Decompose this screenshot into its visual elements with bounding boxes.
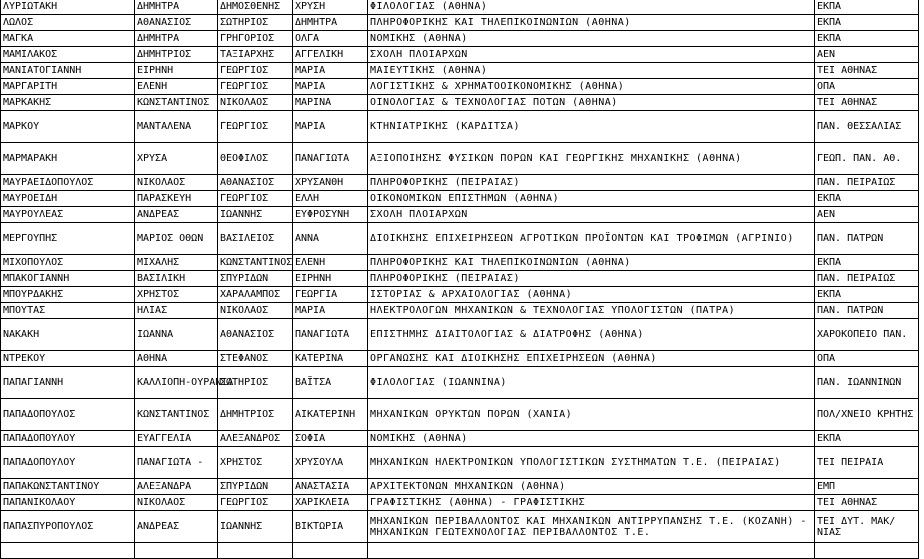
father-name-cell: ΣΠΥΡΙΔΩΝ xyxy=(218,271,293,287)
first-name-cell: ΠΑΡΑΣΚΕΥΗ xyxy=(135,191,218,207)
father-name-cell: ΓΕΩΡΓΙΟΣ xyxy=(218,79,293,95)
table-row xyxy=(1,111,919,143)
first-name-cell: ΝΙΚΟΛΑΟΣ xyxy=(135,175,218,191)
father-name-cell: ΘΕΟΦΙΛΟΣ xyxy=(218,143,293,175)
department-cell: ΠΛΗΡΟΦΟΡΙΚΗΣ ΚΑΙ ΤΗΛΕΠΙΚΟΙΝΩΝΙΩΝ (ΑΘΗΝΑ) xyxy=(368,15,815,31)
institution-cell: ΧΑΡΟΚΟΠΕΙΟ ΠΑΝ. xyxy=(815,319,919,351)
father-name-cell: ΝΙΚΟΛΑΟΣ xyxy=(218,95,293,111)
institution-cell: ΤΕΙ ΑΘΗΝΑΣ xyxy=(815,63,919,79)
first-name-cell: ΝΙΚΟΛΑΟΣ xyxy=(135,495,218,511)
first-name-cell: ΑΘΗΝΑ xyxy=(135,351,218,367)
first-name-cell: ΧΡΗΣΤΟΣ xyxy=(135,287,218,303)
department-cell: ΓΡΑΦΙΣΤΙΚΗΣ (ΑΘΗΝΑ) - ΓΡΑΦΙΣΤΙΚΗΣ xyxy=(368,495,815,511)
mother-name-cell: ΔΗΜΗΤΡΑ xyxy=(293,15,368,31)
mother-name-cell: ΚΑΤΕΡΙΝΑ xyxy=(293,351,368,367)
surname-cell: ΜΑΓΚΑ xyxy=(1,31,135,47)
mother-name-cell: ΜΑΡΙΑ xyxy=(293,111,368,143)
results-table-body xyxy=(1,0,919,559)
table-row xyxy=(1,543,919,559)
surname-cell: ΜΑΥΡΟΥΛΕΑΣ xyxy=(1,207,135,223)
table-row xyxy=(1,223,919,255)
department-cell: ΜΑΙΕΥΤΙΚΗΣ (ΑΘΗΝΑ) xyxy=(368,63,815,79)
father-name-cell: ΓΡΗΓΟΡΙΟΣ xyxy=(218,31,293,47)
table-row xyxy=(1,255,919,271)
table-row xyxy=(1,15,919,31)
department-cell: ΚΤΗΝΙΑΤΡΙΚΗΣ (ΚΑΡΔΙΤΣΑ) xyxy=(368,111,815,143)
surname-cell: ΜΑΝΙΑΤΟΓΙΑΝΝΗ xyxy=(1,63,135,79)
mother-name-cell: ΕΛΛΗ xyxy=(293,191,368,207)
father-name-cell: ΚΩΝΣΤΑΝΤΙΝΟΣ xyxy=(218,255,293,271)
surname-cell: ΜΑΡΚΑΚΗΣ xyxy=(1,95,135,111)
institution-cell: ΟΠΑ xyxy=(815,79,919,95)
mother-name-cell: ΧΑΡΙΚΛΕΙΑ xyxy=(293,495,368,511)
first-name-cell: ΑΛΕΞΑΝΔΡΑ xyxy=(135,479,218,495)
institution-cell: ΟΠΑ xyxy=(815,351,919,367)
institution-cell: ΠΑΝ. ΠΑΤΡΩΝ xyxy=(815,223,919,255)
department-cell: ΝΟΜΙΚΗΣ (ΑΘΗΝΑ) xyxy=(368,31,815,47)
institution-cell: ΕΚΠΑ xyxy=(815,431,919,447)
first-name-cell: ΜΑΡΙΟΣ ΟΘΩΝ xyxy=(135,223,218,255)
father-name-cell: ΓΕΩΡΓΙΟΣ xyxy=(218,63,293,79)
institution-cell: ΤΕΙ ΑΘΗΝΑΣ xyxy=(815,495,919,511)
father-name-cell: ΑΛΕΞΑΝΔΡΟΣ xyxy=(218,431,293,447)
mother-name-cell: ΑΓΓΕΛΙΚΗ xyxy=(293,47,368,63)
institution-cell: ΤΕΙ ΑΘΗΝΑΣ xyxy=(815,95,919,111)
institution-cell: ΑΕΝ xyxy=(815,207,919,223)
surname-cell: ΜΠΟΥΡΔΑΚΗΣ xyxy=(1,287,135,303)
institution-cell: ΕΚΠΑ xyxy=(815,255,919,271)
table-row xyxy=(1,431,919,447)
surname-cell: ΜΙΧΟΠΟΥΛΟΣ xyxy=(1,255,135,271)
table-row xyxy=(1,447,919,479)
table-row xyxy=(1,287,919,303)
father-name-cell: ΣΩΤΗΡΙΟΣ xyxy=(218,15,293,31)
father-name-cell: ΧΡΗΣΤΟΣ xyxy=(218,447,293,479)
institution-cell: ΕΚΠΑ xyxy=(815,191,919,207)
mother-name-cell: ΕΙΡΗΝΗ xyxy=(293,271,368,287)
institution-cell: ΕΚΠΑ xyxy=(815,287,919,303)
department-cell: ΑΡΧΙΤΕΚΤΟΝΩΝ ΜΗΧΑΝΙΚΩΝ (ΑΘΗΝΑ) xyxy=(368,479,815,495)
table-row xyxy=(1,351,919,367)
table-row xyxy=(1,143,919,175)
father-name-cell: ΑΘΑΝΑΣΙΟΣ xyxy=(218,319,293,351)
institution-cell: ΠΑΝ. ΠΕΙΡΑΙΩΣ xyxy=(815,175,919,191)
mother-name-cell: ΓΕΩΡΓΙΑ xyxy=(293,287,368,303)
table-row xyxy=(1,479,919,495)
department-cell: ΜΗΧΑΝΙΚΩΝ ΠΕΡΙΒΑΛΛΟΝΤΟΣ ΚΑΙ ΜΗΧΑΝΙΚΩΝ ΑΝΤΙΡΡΥΠΑΝΣΗΣ Τ.Ε. (ΚΟΖΑΝΗ) - ΜΗΧΑΝΙΚΩΝ ΓΕΩΤΕΧΝΟΛΟΓΙΑΣ ΠΕΡΙΒΑΛΛΟΝΤΟΣ Τ.Ε. xyxy=(368,511,815,543)
department-cell: ΠΛΗΡΟΦΟΡΙΚΗΣ (ΠΕΙΡΑΙΑΣ) xyxy=(368,271,815,287)
institution-cell: ΠΑΝ. ΙΩΑΝΝΙΝΩΝ xyxy=(815,367,919,399)
father-name-cell xyxy=(218,543,293,559)
father-name-cell: ΓΕΩΡΓΙΟΣ xyxy=(218,111,293,143)
surname-cell: ΜΑΥΡΑΕΙΔΟΠΟΥΛΟΣ xyxy=(1,175,135,191)
table-row xyxy=(1,79,919,95)
table-row xyxy=(1,271,919,287)
mother-name-cell: ΜΑΡΙΑ xyxy=(293,79,368,95)
mother-name-cell: ΕΛΕΝΗ xyxy=(293,255,368,271)
father-name-cell: ΙΩΑΝΝΗΣ xyxy=(218,207,293,223)
first-name-cell: ΕΛΕΝΗ xyxy=(135,79,218,95)
mother-name-cell xyxy=(293,543,368,559)
first-name-cell: ΧΡΥΣΑ xyxy=(135,143,218,175)
department-cell: ΕΠΙΣΤΗΜΗΣ ΔΙΑΙΤΟΛΟΓΙΑΣ & ΔΙΑΤΡΟΦΗΣ (ΑΘΗΝΑ) xyxy=(368,319,815,351)
first-name-cell: ΕΙΡΗΝΗ xyxy=(135,63,218,79)
surname-cell: ΜΑΜΙΛΑΚΟΣ xyxy=(1,47,135,63)
first-name-cell: ΑΘΑΝΑΣΙΟΣ xyxy=(135,15,218,31)
first-name-cell: ΒΑΣΙΛΙΚΗ xyxy=(135,271,218,287)
surname-cell: ΜΠΑΚΟΓΙΑΝΝΗ xyxy=(1,271,135,287)
surname-cell: ΜΕΡΓΟΥΠΗΣ xyxy=(1,223,135,255)
institution-cell: ΕΚΠΑ xyxy=(815,31,919,47)
surname-cell: ΠΑΠΑΔΟΠΟΥΛΟΥ xyxy=(1,447,135,479)
institution-cell: ΓΕΩΠ. ΠΑΝ. ΑΘ. xyxy=(815,143,919,175)
mother-name-cell: ΜΑΡΙΑ xyxy=(293,63,368,79)
surname-cell: ΠΑΠΑΚΩΝΣΤΑΝΤΙΝΟΥ xyxy=(1,479,135,495)
surname-cell: ΛΩΛΟΣ xyxy=(1,15,135,31)
surname-cell: ΠΑΠΑΣΠΥΡΟΠΟΥΛΟΣ xyxy=(1,511,135,543)
department-cell: ΦΙΛΟΛΟΓΙΑΣ (ΑΘΗΝΑ) xyxy=(368,0,815,15)
institution-cell: ΠΑΝ. ΠΕΙΡΑΙΩΣ xyxy=(815,271,919,287)
surname-cell: ΠΑΠΑΔΟΠΟΥΛΟΥ xyxy=(1,431,135,447)
father-name-cell: ΑΘΑΝΑΣΙΟΣ xyxy=(218,175,293,191)
department-cell: ΑΞΙΟΠΟΙΗΣΗΣ ΦΥΣΙΚΩΝ ΠΟΡΩΝ ΚΑΙ ΓΕΩΡΓΙΚΗΣ ΜΗΧΑΝΙΚΗΣ (ΑΘΗΝΑ) xyxy=(368,143,815,175)
institution-cell: ΤΕΙ ΠΕΙΡΑΙΑ xyxy=(815,447,919,479)
first-name-cell: ΚΑΛΛΙΟΠΗ-ΟΥΡΑΝΙΑ xyxy=(135,367,218,399)
mother-name-cell: ΠΑΝΑΓΙΩΤΑ xyxy=(293,143,368,175)
first-name-cell: ΑΝΔΡΕΑΣ xyxy=(135,511,218,543)
department-cell: ΗΛΕΚΤΡΟΛΟΓΩΝ ΜΗΧΑΝΙΚΩΝ & ΤΕΧΝΟΛΟΓΙΑΣ ΥΠΟΛΟΓΙΣΤΩΝ (ΠΑΤΡΑ) xyxy=(368,303,815,319)
table-row xyxy=(1,95,919,111)
department-cell: ΙΣΤΟΡΙΑΣ & ΑΡΧΑΙΟΛΟΓΙΑΣ (ΑΘΗΝΑ) xyxy=(368,287,815,303)
table-row xyxy=(1,367,919,399)
father-name-cell: ΔΗΜΟΣΘΕΝΗΣ xyxy=(218,0,293,15)
first-name-cell: ΜΙΧΑΛΗΣ xyxy=(135,255,218,271)
table-row xyxy=(1,31,919,47)
first-name-cell: ΕΥΑΓΓΕΛΙΑ xyxy=(135,431,218,447)
department-cell: ΣΧΟΛΗ ΠΛΟΙΑΡΧΩΝ xyxy=(368,207,815,223)
institution-cell: ΠΑΝ. ΠΑΤΡΩΝ xyxy=(815,303,919,319)
institution-cell xyxy=(815,543,919,559)
mother-name-cell: ΕΥΦΡΟΣΥΝΗ xyxy=(293,207,368,223)
father-name-cell: ΔΗΜΗΤΡΙΟΣ xyxy=(218,399,293,431)
table-row xyxy=(1,191,919,207)
table-row xyxy=(1,175,919,191)
first-name-cell: ΠΑΝΑΓΙΩΤΑ - xyxy=(135,447,218,479)
first-name-cell: ΗΛΙΑΣ xyxy=(135,303,218,319)
mother-name-cell: ΜΑΡΙΝΑ xyxy=(293,95,368,111)
father-name-cell: ΒΑΣΙΛΕΙΟΣ xyxy=(218,223,293,255)
table-row xyxy=(1,47,919,63)
department-cell: ΠΛΗΡΟΦΟΡΙΚΗΣ (ΠΕΙΡΑΙΑΣ) xyxy=(368,175,815,191)
father-name-cell: ΤΑΞΙΑΡΧΗΣ xyxy=(218,47,293,63)
table-row xyxy=(1,511,919,543)
institution-cell: ΕΚΠΑ xyxy=(815,0,919,15)
surname-cell: ΛΥΡΙΩΤΑΚΗ xyxy=(1,0,135,15)
department-cell: ΔΙΟΙΚΗΣΗΣ ΕΠΙΧΕΙΡΗΣΕΩΝ ΑΓΡΟΤΙΚΩΝ ΠΡΟΪΟΝΤΩΝ ΚΑΙ ΤΡΟΦΙΜΩΝ (ΑΓΡΙΝΙΟ) xyxy=(368,223,815,255)
first-name-cell: ΔΗΜΗΤΡΑ xyxy=(135,31,218,47)
institution-cell: ΕΜΠ xyxy=(815,479,919,495)
surname-cell: ΜΑΡΜΑΡΑΚΗ xyxy=(1,143,135,175)
table-row xyxy=(1,319,919,351)
first-name-cell: ΙΩΑΝΝΑ xyxy=(135,319,218,351)
mother-name-cell: ΣΟΦΙΑ xyxy=(293,431,368,447)
surname-cell: ΝΤΡΕΚΟΥ xyxy=(1,351,135,367)
department-cell: ΛΟΓΙΣΤΙΚΗΣ & ΧΡΗΜΑΤΟΟΙΚΟΝΟΜΙΚΗΣ (ΑΘΗΝΑ) xyxy=(368,79,815,95)
father-name-cell: ΧΑΡΑΛΑΜΠΟΣ xyxy=(218,287,293,303)
mother-name-cell: ΑΝΑΣΤΑΣΙΑ xyxy=(293,479,368,495)
first-name-cell: ΚΩΝΣΤΑΝΤΙΝΟΣ xyxy=(135,399,218,431)
surname-cell: ΜΑΡΓΑΡΙΤΗ xyxy=(1,79,135,95)
department-cell: ΜΗΧΑΝΙΚΩΝ ΟΡΥΚΤΩΝ ΠΟΡΩΝ (ΧΑΝΙΑ) xyxy=(368,399,815,431)
department-cell: ΟΙΚΟΝΟΜΙΚΩΝ ΕΠΙΣΤΗΜΩΝ (ΑΘΗΝΑ) xyxy=(368,191,815,207)
department-cell: ΣΧΟΛΗ ΠΛΟΙΑΡΧΩΝ xyxy=(368,47,815,63)
surname-cell: ΜΑΡΚΟΥ xyxy=(1,111,135,143)
mother-name-cell: ΧΡΥΣΗ xyxy=(293,0,368,15)
department-cell: ΟΡΓΑΝΩΣΗΣ ΚΑΙ ΔΙΟΙΚΗΣΗΣ ΕΠΙΧΕΙΡΗΣΕΩΝ (ΑΘΗΝΑ) xyxy=(368,351,815,367)
surname-cell: ΜΠΟΥΤΑΣ xyxy=(1,303,135,319)
table-row xyxy=(1,399,919,431)
mother-name-cell: ΒΑΪΤΣΑ xyxy=(293,367,368,399)
department-cell xyxy=(368,543,815,559)
institution-cell: ΠΟΛ/ΧΝΕΙΟ ΚΡΗΤΗΣ xyxy=(815,399,919,431)
father-name-cell: ΓΕΩΡΓΙΟΣ xyxy=(218,191,293,207)
institution-cell: ΕΚΠΑ xyxy=(815,15,919,31)
surname-cell: ΜΑΥΡΟΕΙΔΗ xyxy=(1,191,135,207)
table-row xyxy=(1,495,919,511)
surname-cell: ΝΑΚΑΚΗ xyxy=(1,319,135,351)
department-cell: ΠΛΗΡΟΦΟΡΙΚΗΣ ΚΑΙ ΤΗΛΕΠΙΚΟΙΝΩΝΙΩΝ (ΑΘΗΝΑ) xyxy=(368,255,815,271)
surname-cell: ΠΑΠΑΝΙΚΟΛΑΟΥ xyxy=(1,495,135,511)
mother-name-cell: ΒΙΚΤΩΡΙΑ xyxy=(293,511,368,543)
father-name-cell: ΣΤΕΦΑΝΟΣ xyxy=(218,351,293,367)
father-name-cell: ΙΩΑΝΝΗΣ xyxy=(218,511,293,543)
first-name-cell: ΜΑΝΤΑΛΕΝΑ xyxy=(135,111,218,143)
first-name-cell: ΑΝΔΡΕΑΣ xyxy=(135,207,218,223)
table-row xyxy=(1,63,919,79)
department-cell: ΦΙΛΟΛΟΓΙΑΣ (ΙΩΑΝΝΙΝΑ) xyxy=(368,367,815,399)
mother-name-cell: ΧΡΥΣΑΝΘΗ xyxy=(293,175,368,191)
institution-cell: ΠΑΝ. ΘΕΣΣΑΛΙΑΣ xyxy=(815,111,919,143)
table-row xyxy=(1,0,919,15)
mother-name-cell: ΑΝΝΑ xyxy=(293,223,368,255)
institution-cell: ΤΕΙ ΔΥΤ. ΜΑΚ/ΝΙΑΣ xyxy=(815,511,919,543)
first-name-cell xyxy=(135,543,218,559)
father-name-cell: ΝΙΚΟΛΑΟΣ xyxy=(218,303,293,319)
first-name-cell: ΔΗΜΗΤΡΙΟΣ xyxy=(135,47,218,63)
mother-name-cell: ΟΛΓΑ xyxy=(293,31,368,47)
institution-cell: ΑΕΝ xyxy=(815,47,919,63)
mother-name-cell: ΜΑΡΙΑ xyxy=(293,303,368,319)
surname-cell xyxy=(1,543,135,559)
first-name-cell: ΚΩΝΣΤΑΝΤΙΝΟΣ xyxy=(135,95,218,111)
father-name-cell: ΣΠΥΡΙΔΩΝ xyxy=(218,479,293,495)
department-cell: ΟΙΝΟΛΟΓΙΑΣ & ΤΕΧΝΟΛΟΓΙΑΣ ΠΟΤΩΝ (ΑΘΗΝΑ) xyxy=(368,95,815,111)
father-name-cell: ΓΕΩΡΓΙΟΣ xyxy=(218,495,293,511)
father-name-cell: ΣΩΤΗΡΙΟΣ xyxy=(218,367,293,399)
surname-cell: ΠΑΠΑΓΙΑΝΝΗ xyxy=(1,367,135,399)
table-row xyxy=(1,303,919,319)
surname-cell: ΠΑΠΑΔΟΠΟΥΛΟΣ xyxy=(1,399,135,431)
department-cell: ΜΗΧΑΝΙΚΩΝ ΗΛΕΚΤΡΟΝΙΚΩΝ ΥΠΟΛΟΓΙΣΤΙΚΩΝ ΣΥΣΤΗΜΑΤΩΝ Τ.Ε. (ΠΕΙΡΑΙΑΣ) xyxy=(368,447,815,479)
mother-name-cell: ΧΡΥΣΟΥΛΑ xyxy=(293,447,368,479)
table-row xyxy=(1,207,919,223)
department-cell: ΝΟΜΙΚΗΣ (ΑΘΗΝΑ) xyxy=(368,431,815,447)
mother-name-cell: ΠΑΝΑΓΙΩΤΑ xyxy=(293,319,368,351)
first-name-cell: ΔΗΜΗΤΡΑ xyxy=(135,0,218,15)
mother-name-cell: ΑΙΚΑΤΕΡΙΝΗ xyxy=(293,399,368,431)
